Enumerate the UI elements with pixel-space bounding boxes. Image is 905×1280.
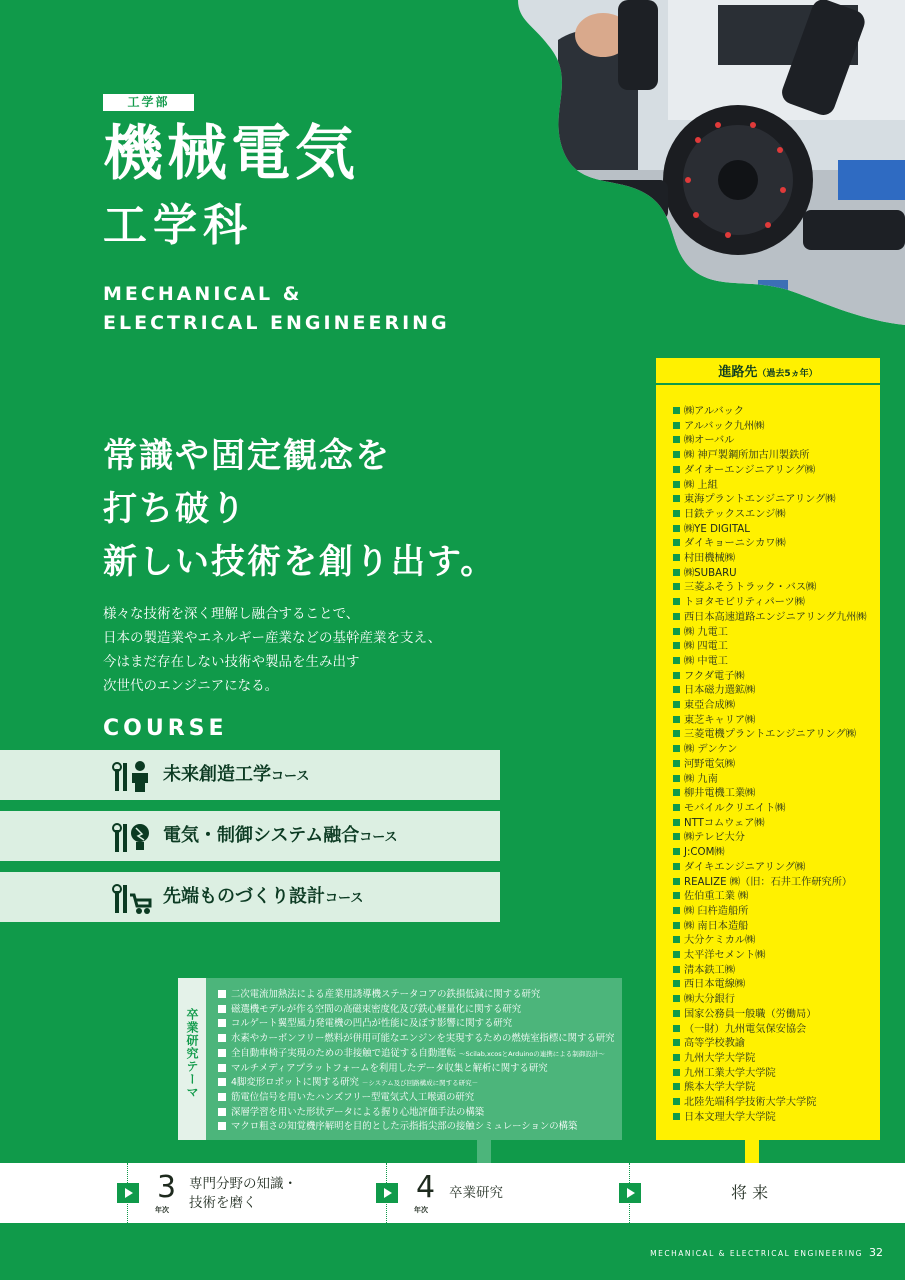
career-item: 佐伯重工業 ㈱: [673, 890, 867, 905]
research-item: [218, 1106, 615, 1121]
research-list: [218, 988, 615, 1135]
career-heading-sub: （過去5ヵ年）: [757, 369, 818, 379]
career-item: ㈱テレビ大分: [673, 831, 867, 846]
career-item: 九州大学大学院: [673, 1052, 867, 1067]
play-icon: [117, 1183, 139, 1203]
course-name: [163, 750, 309, 802]
course-item-mirai: [0, 750, 500, 800]
career-item: 熊本大学大学院: [673, 1081, 867, 1096]
career-item: ㈱ 上組: [673, 479, 867, 494]
course-name-main: 先端ものづくり設計: [163, 886, 325, 907]
career-item: 高等学校教諭: [673, 1037, 867, 1052]
research-item-text: 二次電流加熱法による産業用誘導機ステータコアの鉄損低減に関する研究: [231, 989, 541, 1000]
department-tag: 工学部: [103, 94, 194, 111]
english-title-line2: ELECTRICAL ENGINEERING: [103, 312, 450, 334]
career-item: 村田機械㈱: [673, 552, 867, 567]
timeline-step1-text: [189, 1175, 297, 1213]
catch-copy: [103, 430, 496, 589]
career-heading: [656, 358, 880, 385]
career-item: （一財）九州電気保安協会: [673, 1023, 867, 1038]
career-item: 清本鉄工㈱: [673, 964, 867, 979]
description-line: 様々な技術を深く理解し融合することで、: [103, 606, 360, 622]
page-title: 機械電気: [103, 119, 359, 189]
career-item: 西日本電線㈱: [673, 978, 867, 993]
career-item: ㈱ 九電工: [673, 626, 867, 641]
career-list: [673, 405, 867, 1125]
career-item: 日鉄テックスエンジ㈱: [673, 508, 867, 523]
catch-line3: 新しい技術を創り出す。: [103, 542, 497, 582]
description-line: 次世代のエンジニアになる。: [103, 678, 279, 694]
career-item: トヨタモビリティパーツ㈱: [673, 596, 867, 611]
career-item: 西日本高速道路エンジニアリング九州㈱: [673, 611, 867, 626]
research-item-text: 磁選機モデルが作る空間の高磁束密度化及び鉄心軽量化に関する研究: [231, 1003, 522, 1015]
career-item: ㈱ 神戸製鋼所加古川製鉄所: [673, 449, 867, 464]
career-heading-main: 進路先: [718, 365, 758, 380]
career-item: 河野電気㈱: [673, 758, 867, 773]
page-footer: [650, 1246, 883, 1259]
research-item: [218, 1076, 615, 1091]
career-item: 日本文理大学大学院: [673, 1111, 867, 1126]
career-item: アルバック九州㈱: [673, 420, 867, 435]
research-side-label: [178, 978, 206, 1140]
course-name: [163, 872, 363, 924]
research-item-text: 4脚変形ロボットに関する研究: [231, 1077, 359, 1089]
research-item-text: 全自動車椅子実現のための非接触で追従する自動運転: [231, 1047, 457, 1059]
description-line: 今はまだ存在しない技術や製品を生み出す: [103, 654, 360, 670]
career-item: ㈱アルバック: [673, 405, 867, 420]
career-item: ㈱ 中電工: [673, 655, 867, 670]
research-item-text: コルゲート翼型風力発電機の凹凸が性能に及ぼす影響に関する研究: [231, 1018, 513, 1030]
career-item: フクダ電子㈱: [673, 670, 867, 685]
career-item: ㈱SUBARU: [673, 567, 867, 582]
course-name-main: 未来創造工学: [163, 764, 271, 785]
research-item: [218, 1091, 615, 1106]
course-name-main: 電気・制御システム融合: [163, 825, 360, 846]
course-suffix: コース: [271, 769, 310, 784]
career-item: 九州工業大学大学院: [673, 1067, 867, 1082]
course-item-sentan: [0, 872, 500, 922]
career-item: ダイオーエンジニアリング㈱: [673, 464, 867, 479]
career-item: ㈱ 臼杵造船所: [673, 905, 867, 920]
career-item: ダイキョーニシカワ㈱: [673, 537, 867, 552]
play-icon: [619, 1183, 641, 1203]
page-number: 32: [869, 1246, 883, 1259]
research-item-text: マクロ粗さの知覚機序解明を目的とした示指指尖部の接触シミュレーションの構築: [231, 1121, 578, 1133]
course-name: [163, 811, 398, 863]
tools-person-icon: [112, 759, 152, 793]
research-item-note: ～Scilab,xcosとArduinoの連携による制御設計～: [459, 1049, 605, 1058]
career-item: 三菱ふそうトラック・バス㈱: [673, 581, 867, 596]
english-title-line1: MECHANICAL &: [103, 283, 303, 305]
career-item: 三菱電機プラントエンジニアリング㈱: [673, 728, 867, 743]
research-side-text: 卒業研究テーマ: [185, 1008, 199, 1099]
description-line: 日本の製造業やエネルギー産業などの基幹産業を支え、: [103, 630, 442, 646]
course-suffix: コース: [359, 830, 398, 845]
catch-line1: 常識や固定観念を: [103, 436, 391, 476]
page-title-second-line: 工学科: [103, 200, 253, 251]
timeline-step1-line2: 技術を磨く: [189, 1195, 257, 1211]
research-item-text: マルチメディアプラットフォームを利用したデータ収集と解析に関する研究: [231, 1062, 548, 1074]
career-item: NTTコムウェア㈱: [673, 817, 867, 832]
career-item: ㈱大分銀行: [673, 993, 867, 1008]
robot-photo: [518, 0, 905, 325]
career-item: ㈱YE DIGITAL: [673, 523, 867, 538]
career-item: モバイルクリエイト㈱: [673, 802, 867, 817]
career-item: 東芝キャリア㈱: [673, 714, 867, 729]
career-item: 国家公務員一般職（労働局）: [673, 1008, 867, 1023]
running-title: MECHANICAL & ELECTRICAL ENGINEERING: [650, 1249, 863, 1258]
catch-line2: 打ち破り: [103, 489, 247, 529]
career-item: 東亞合成㈱: [673, 699, 867, 714]
research-item-text: 筋電位信号を用いたハンズフリー型電気式人工喉頭の研究: [231, 1091, 475, 1103]
career-item: ㈱ 九南: [673, 773, 867, 788]
timeline: [0, 1163, 905, 1223]
career-item: REALIZE ㈱（旧：石井工作研究所）: [673, 876, 867, 891]
career-panel: [656, 358, 880, 1140]
research-item: [218, 1017, 615, 1032]
english-title: [103, 280, 450, 338]
timeline-step1-line1: 専門分野の知識・: [189, 1176, 297, 1192]
research-item: [218, 1047, 615, 1062]
course-item-denki: [0, 811, 500, 861]
timeline-year-label: 年次: [155, 1206, 169, 1214]
research-item-text: 深層学習を用いた形状データによる握り心地評価手法の構築: [231, 1106, 485, 1118]
research-item: [218, 1120, 615, 1135]
career-item: ㈱ デンケン: [673, 743, 867, 758]
research-item: [218, 1032, 615, 1047]
career-item: ㈱オーバル: [673, 434, 867, 449]
career-item: ダイキエンジニアリング㈱: [673, 861, 867, 876]
research-panel: [178, 978, 622, 1140]
research-item-text: 水素やカーボンフリー燃料が併用可能なエンジンを実現するための燃焼室指標に関する研究: [231, 1033, 615, 1045]
timeline-year: 4: [416, 1170, 436, 1205]
play-icon: [376, 1183, 398, 1203]
career-item: 柳井電機工業㈱: [673, 787, 867, 802]
career-item: ㈱ 四電工: [673, 640, 867, 655]
career-item: 日本磁力選鉱㈱: [673, 684, 867, 699]
research-item: [218, 1003, 615, 1018]
research-item-note: －システム及び回路構成に関する研究－: [361, 1079, 479, 1088]
timeline-year: 3: [157, 1170, 177, 1205]
career-item: 北陸先端科学技術大学大学院: [673, 1096, 867, 1111]
career-item: J:COM㈱: [673, 846, 867, 861]
career-item: 東海プラントエンジニアリング㈱: [673, 493, 867, 508]
research-item: [218, 988, 615, 1003]
timeline-step2-text: 卒業研究: [449, 1185, 503, 1201]
career-item: ㈱ 南日本造船: [673, 920, 867, 935]
career-item: 太平洋セメント㈱: [673, 949, 867, 964]
course-heading: COURSE: [103, 716, 228, 741]
timeline-step3-text: 将 来: [731, 1183, 769, 1202]
career-item: 大分ケミカル㈱: [673, 934, 867, 949]
timeline-year-label: 年次: [414, 1206, 428, 1214]
description: [103, 602, 441, 698]
course-suffix: コース: [325, 891, 364, 906]
tools-cart-icon: [112, 881, 152, 915]
tools-bulb-icon: [112, 820, 152, 854]
research-item: [218, 1062, 615, 1077]
